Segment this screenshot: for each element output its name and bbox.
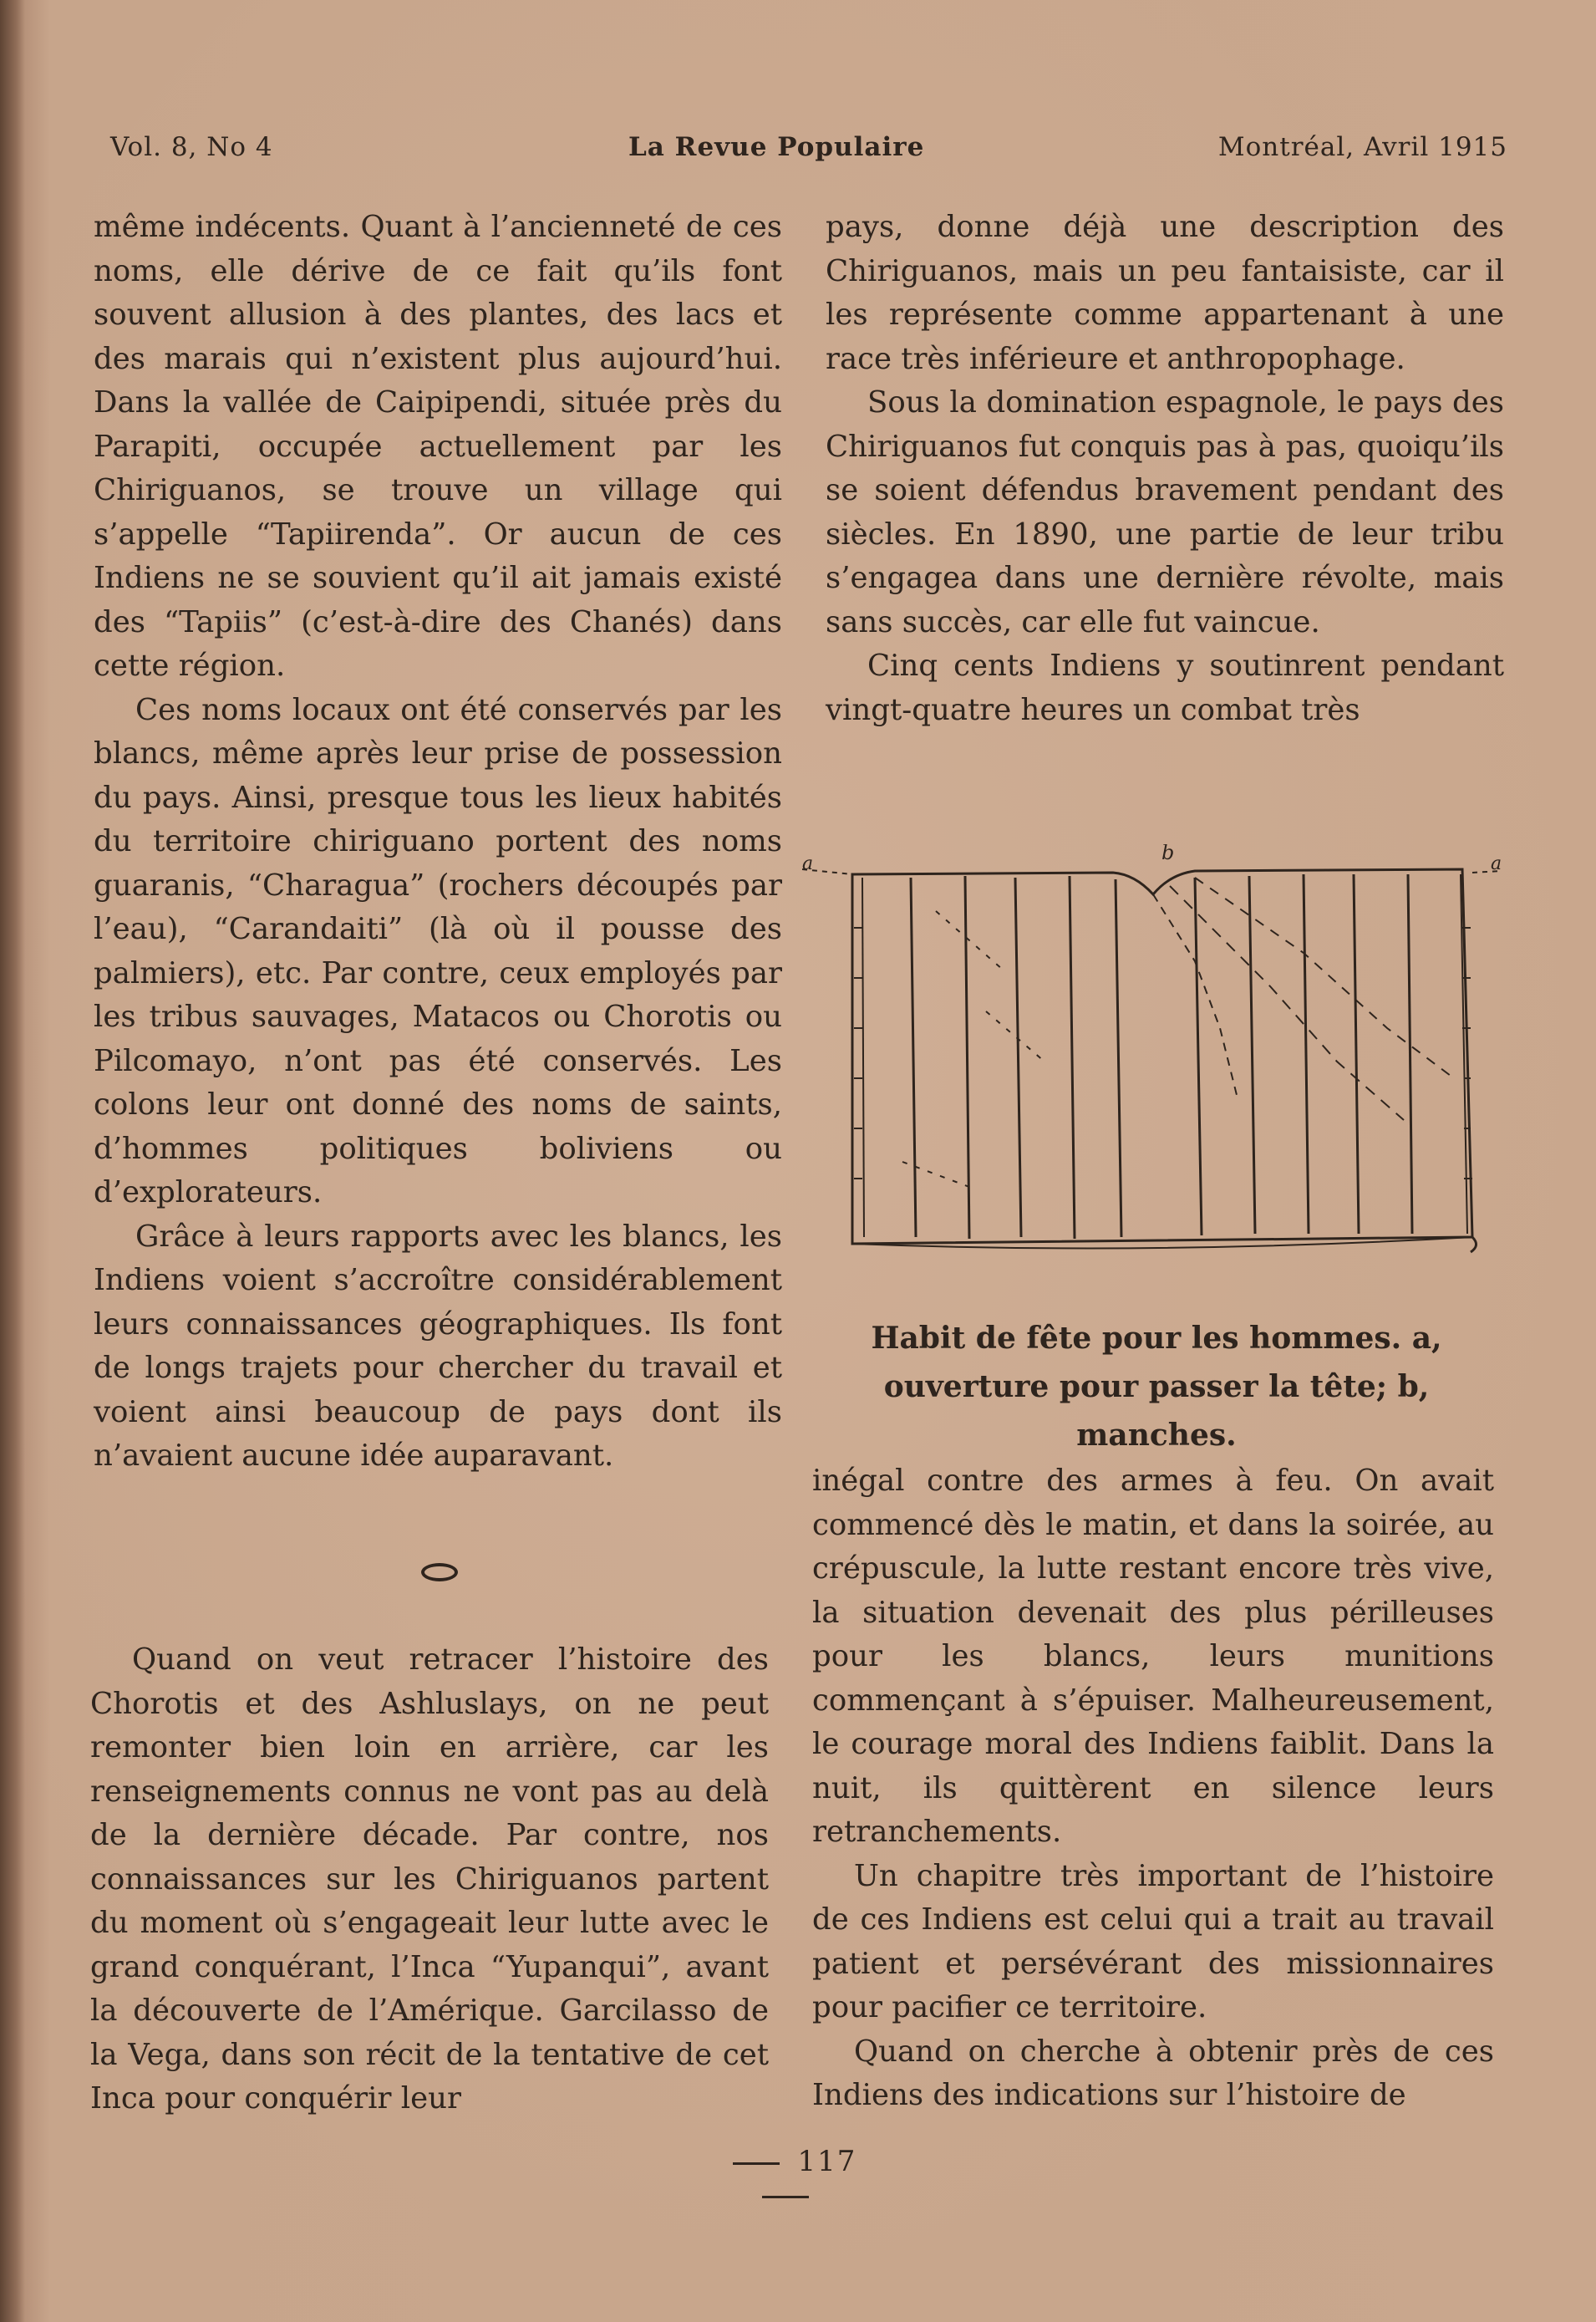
right-column-top <box>826 206 1504 732</box>
dash-right <box>762 2196 809 2198</box>
label-a-left: a <box>802 853 814 874</box>
journal-title: La Revue Populaire <box>628 132 925 162</box>
garment-drawing <box>802 844 1504 1296</box>
garment-illustration <box>802 844 1504 1296</box>
section-separator-ornament <box>421 1563 458 1581</box>
paragraph: inégal contre des armes à feu. On avait commencé dès le matin, et dans la soirée, au crépuscule, la lutte restant encore très vive, la situation devenait des plus périlleuses pour les blancs, leurs munitions commençant à s’épuiser. Malheureusement, le courage moral des Indiens faiblit. Dans la nuit, ils quittèrent en silence leurs retranchements. <box>812 1464 1494 1849</box>
paragraph: Ces noms locaux ont été conservés par les blancs, même après leur prise de possession du pays. Ainsi, presque tous les lieux habités du territoire chiriguano portent des noms guaranis, “Charagua” (rochers découpés par l’eau), “Carandaiti” (là où il pousse des palmiers), etc. Par contre, ceux employés par les tribus sauvages, Matacos ou Chorotis ou Pilcomayo, n’ont pas été conservés. Les colons leur ont donné des noms de saints, d’hommes politiques boliviens ou d’explorateurs. <box>94 692 782 1209</box>
page-number: 117 <box>797 2145 857 2178</box>
paragraph: Grâce à leurs rapports avec les blancs, les Indiens voient s’accroître considérablement leurs connaissances géographiques. Ils font de longs trajets pour chercher du travail et voient ainsi beaucoup de pays dont ils n’avaient aucune idée auparavant. <box>94 1219 782 1473</box>
dash-left <box>733 2162 780 2165</box>
left-column-bottom <box>90 1638 769 2121</box>
paragraph: Cinq cents Indiens y soutinrent pendant vingt-quatre heures un combat très <box>826 649 1504 727</box>
running-header <box>110 132 1507 165</box>
left-column-top <box>94 206 782 1479</box>
label-b: b <box>1161 844 1175 864</box>
paragraph: Quand on veut retracer l’histoire des Chorotis et des Ashluslays, on ne peut remonter bien loin en arrière, car les renseignements connus ne vont pas au delà de la dernière décade. Par contre, nos connaissances sur les Chiriguanos partent du moment où s’engageait leur lutte avec le grand conquérant, l’Inca “Yupanqui”, avant la découverte de l’Amérique. Garcilasso de la Vega, dans son récit de la tentative de cet Inca pour conquérir leur <box>90 1642 769 2116</box>
paragraph: même indécents. Quant à l’ancienneté de ces noms, elle dérive de ce fait qu’ils font souvent allusion à des plantes, des lacs et des marais qui n’existent plus aujourd’hui. Dans la vallée de Caipipendi, située près du Parapiti, occupée actuellement par les Chiriguanos, se trouve un village qui s’appelle “Tapiirenda”. Or aucun de ces Indiens ne se souvient qu’il ait jamais existé des “Tapiis” (c’est-à-dire des Chanés) dans cette région. <box>94 210 782 683</box>
paragraph: Un chapitre très important de l’histoire de ces Indiens est celui qui a trait au travail patient et persévérant des missionnaires pour pacifier ce territoire. <box>812 1858 1494 2024</box>
figure-caption: Habit de fête pour les hommes. a, ouverture pour passer la tête; b, manches. <box>871 1321 1442 1453</box>
paragraph: Quand on cherche à obtenir près de ces Indiens des indications sur l’histoire de <box>812 2034 1494 2112</box>
right-column-bottom <box>812 1459 1494 2118</box>
place-date: Montréal, Avril 1915 <box>1217 132 1507 162</box>
paragraph: pays, donne déjà une description des Chiriguanos, mais un peu fantaisiste, car il les représente comme appartenant à une race très inférieure et anthropophage. <box>826 210 1504 376</box>
binding-edge <box>0 0 25 2322</box>
page-footer <box>685 2145 886 2212</box>
paragraph: Sous la domination espagnole, le pays des Chiriguanos fut conquis pas à pas, quoiqu’ils se soient défendus bravement pendant des siècles. En 1890, une partie de leur tribu s’engagea dans une dernière révolte, mais sans succès, car elle fut vaincue. <box>826 385 1504 639</box>
volume-number: Vol. 8, No 4 <box>110 132 273 162</box>
label-a-right: a <box>1491 853 1502 874</box>
